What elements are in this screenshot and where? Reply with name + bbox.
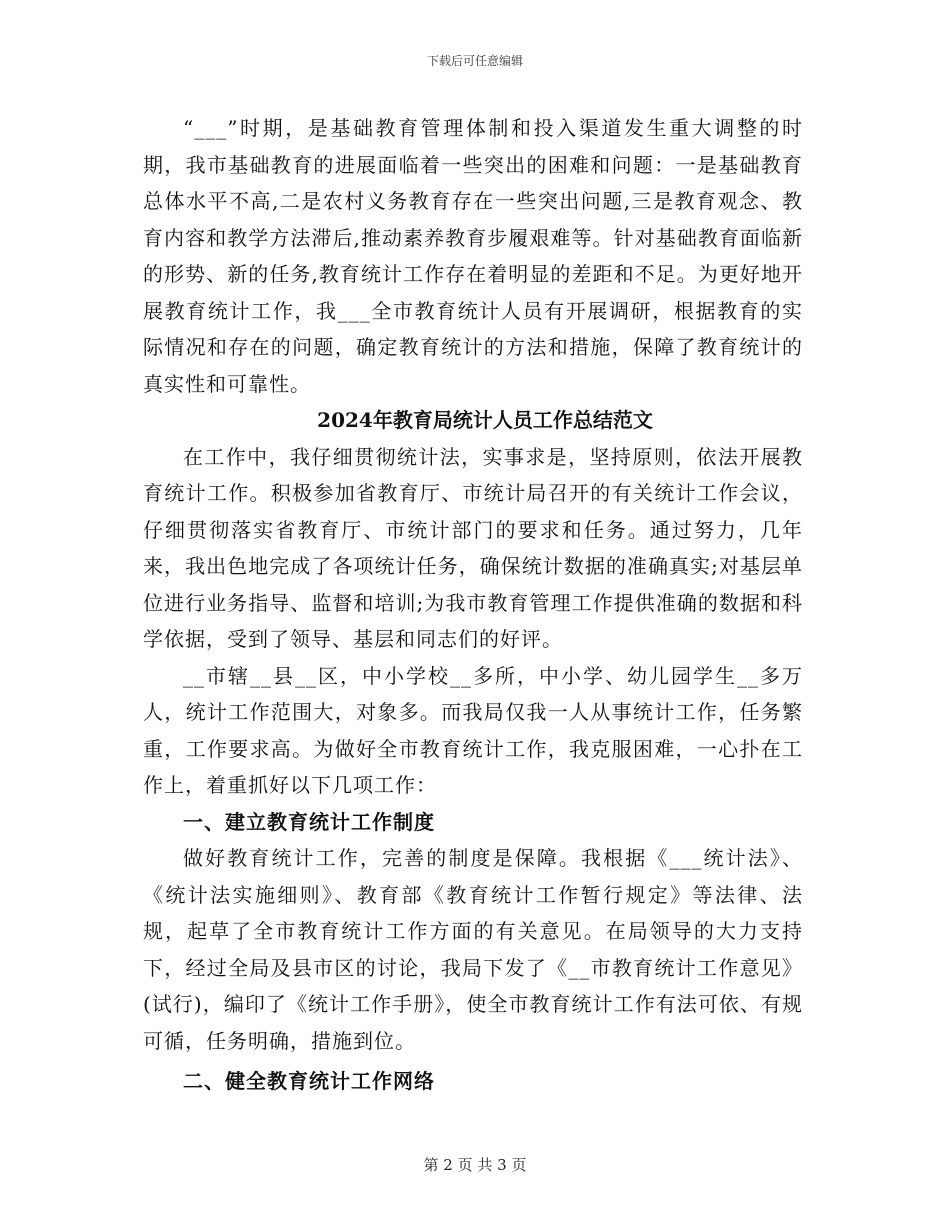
paragraph-scope: __市辖__县__区，中小学校__多所，中小学、幼儿园学生__多万人，统计工作范围大，对象多。而我局仅我一人从事统计工作，任务繁重，工作要求高。为做好全市教育统计工作，我克服困难，一心扑在工作上，着重抓好以下几项工作： <box>143 663 803 797</box>
document-title: 2024年教育局统计人员工作总结范文 <box>317 408 653 432</box>
paragraph-system: 做好教育统计工作，完善的制度是保障。我根据《___统计法》、《统计法实施细则》、教育部《教育统计工作暂行规定》等法律、法规，起草了全市教育统计工作方面的有关意见。在局领导的大力支持下，经过全局及县市区的讨论，我局下发了《__市教育统计工作意见》(试行)，编印了《统计工作手册》，使全市教育统计工作有法可依、有规可循，任务明确，措施到位。 <box>143 846 803 1053</box>
document-body <box>143 110 803 1100</box>
section-heading-2: 二、健全教育统计工作网络 <box>183 1069 435 1093</box>
paragraph-work-overview: 在工作中，我仔细贯彻统计法，实事求是，坚持原则，依法开展教育统计工作。积极参加省教育厅、市统计局召开的有关统计工作会议，仔细贯彻落实省教育厅、市统计部门的要求和任务。通过努力，几年来，我出色地完成了各项统计任务，确保统计数据的准确真实;对基层单位进行业务指导、监督和培训;为我市教育管理工作提供准确的数据和科学依据，受到了领导、基层和同志们的好评。 <box>143 444 803 651</box>
intro-paragraph: “___”时期，是基础教育管理体制和投入渠道发生重大调整的时期，我市基础教育的进展面临着一些突出的困难和问题：一是基础教育总体水平不高,二是农村义务教育存在一些突出问题,三是教育观念、教育内容和教学方法滞后,推动素养教育步履艰难等。针对基础教育面临新的形势、新的任务,教育统计工作存在着明显的差距和不足。为更好地开展教育统计工作，我___全市教育统计人员有开展调研，根据教育的实际情况和存在的问题，确定教育统计的方法和措施，保障了教育统计的真实性和可靠性。 <box>143 116 803 396</box>
section-heading-1: 一、建立教育统计工作制度 <box>183 809 435 834</box>
page-header: 下载后可任意编辑 <box>426 54 523 68</box>
page-footer: 第 2 页 共 3 页 <box>423 1156 527 1174</box>
